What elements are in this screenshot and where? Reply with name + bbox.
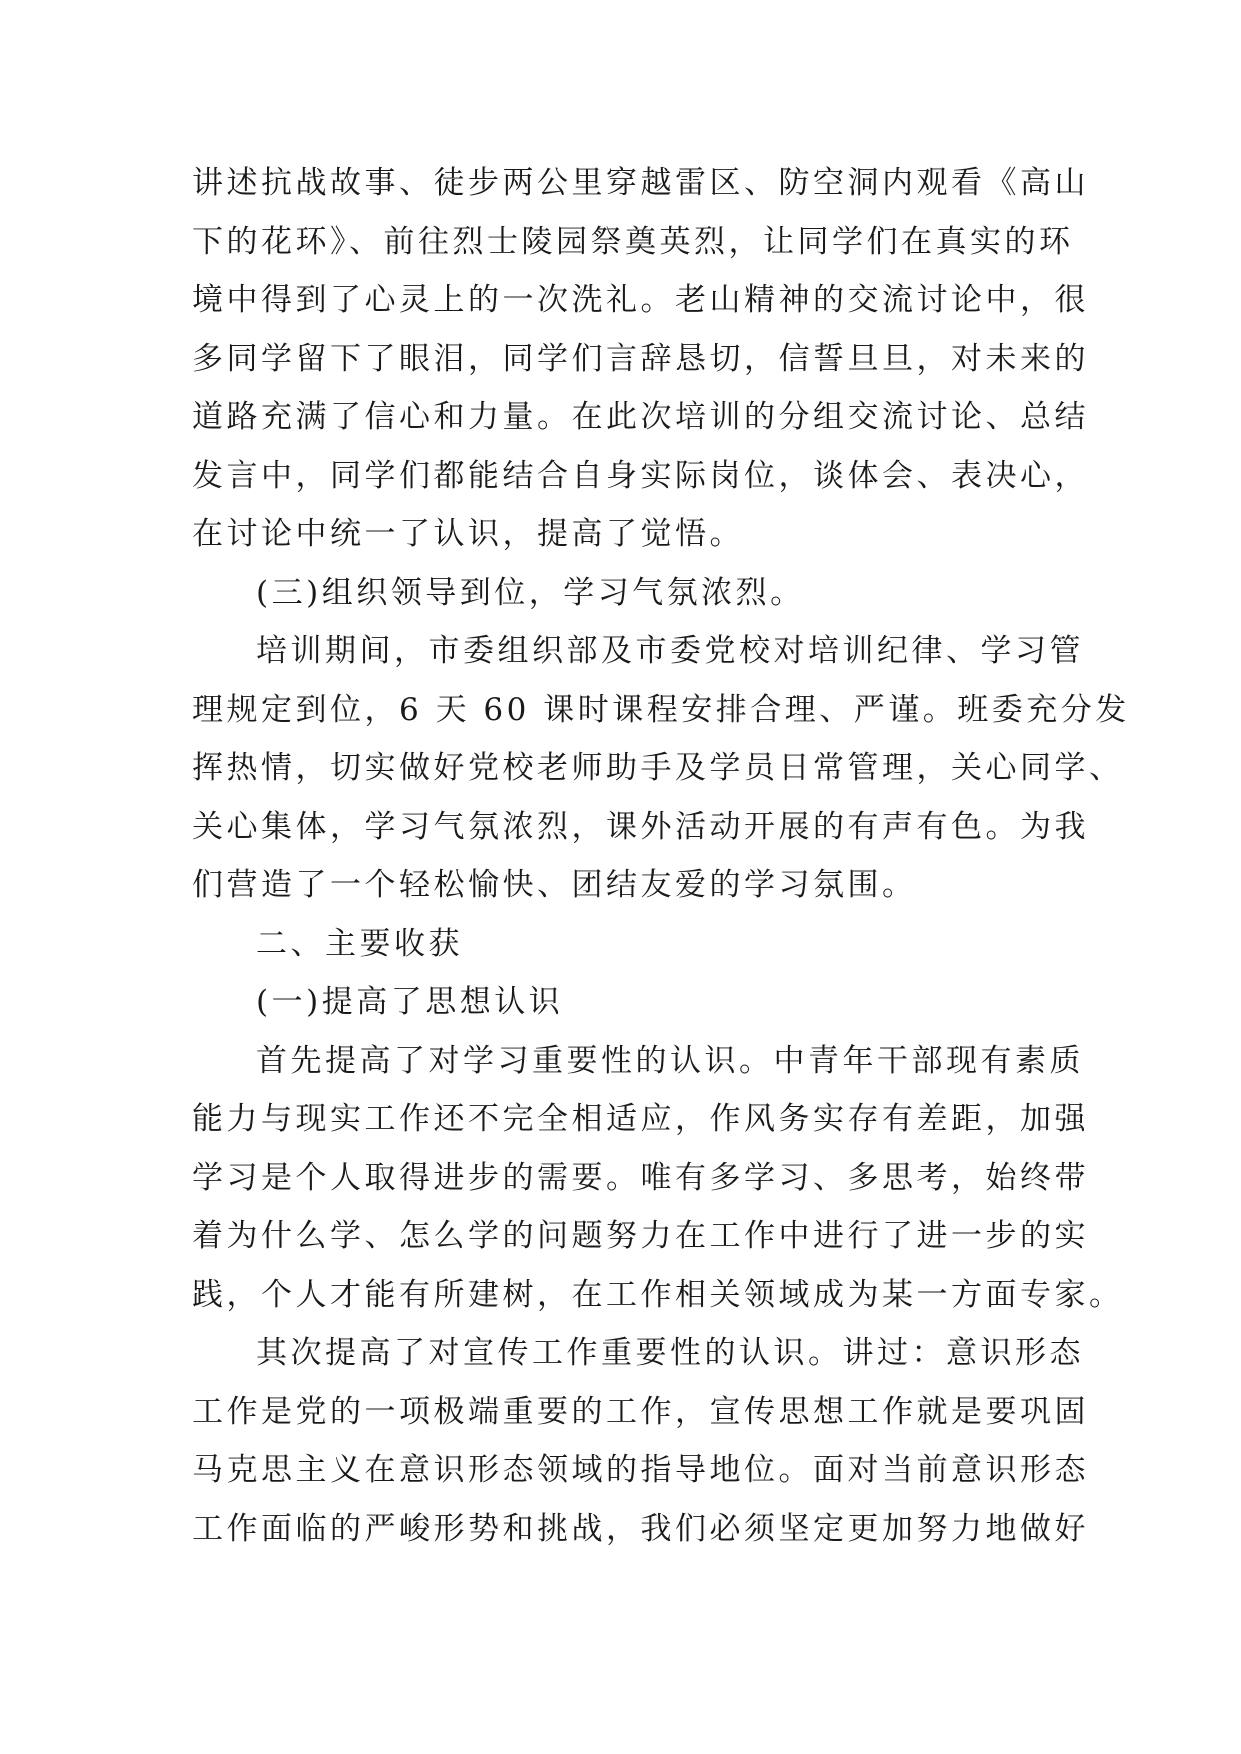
text-line: 马克思主义在意识形态领域的指导地位。面对当前意识形态: [192, 1452, 1089, 1488]
text-line: 工作面临的严峻形势和挑战，我们必须坚定更加努力地做好: [192, 1510, 1089, 1547]
text-line: 能力与现实工作还不完全相适应，作风务实存有差距，加强: [192, 1101, 1089, 1137]
text-line: 道路充满了信心和力量。在此次培训的分组交流讨论、总结: [192, 399, 1089, 435]
text-line: 在讨论中统一了认识，提高了觉悟。: [192, 516, 744, 552]
text-line: 境中得到了心灵上的一次洗礼。老山精神的交流讨论中，很: [192, 282, 1089, 318]
paragraph-first-line: 其次提高了对宣传工作重要性的认识。讲过：意识形态: [256, 1335, 1084, 1371]
text-line: 发言中，同学们都能结合自身实际岗位，谈体会、表决心，: [192, 457, 1089, 494]
text-line: 践，个人才能有所建树，在工作相关领域成为某一方面专家。: [192, 1276, 1124, 1313]
paragraph-first-line: (一)提高了思想认识: [256, 984, 564, 1020]
text-line: 学习是个人取得进步的需要。唯有多学习、多思考，始终带: [192, 1159, 1089, 1196]
paragraph-first-line: (三)组织领导到位，学习气氛浓烈。: [256, 574, 805, 611]
text-line: 多同学留下了眼泪，同学们言辞恳切，信誓旦旦，对未来的: [192, 340, 1089, 377]
paragraph-first-line: 二、主要收获: [256, 925, 463, 962]
document-body: [192, 154, 1130, 1558]
text-line: 们营造了一个轻松愉快、团结友爱的学习氛围。: [192, 867, 917, 903]
text-line: 理规定到位，6 天 60 课时课程安排合理、严谨。班委充分发: [192, 691, 1130, 728]
text-line: 下的花环》、前往烈士陵园祭奠英烈，让同学们在真实的环: [192, 223, 1074, 260]
text-line: 挥热情，切实做好党校老师助手及学员日常管理，关心同学、: [192, 750, 1124, 786]
text-line: 关心集体，学习气氛浓烈，课外活动开展的有声有色。为我: [192, 808, 1089, 845]
text-line: 讲述抗战故事、徒步两公里穿越雷区、防空洞内观看《高山: [192, 165, 1089, 201]
paragraph-first-line: 培训期间，市委组织部及市委党校对培训纪律、学习管: [256, 633, 1084, 669]
text-line: 工作是党的一项极端重要的工作，宣传思想工作就是要巩固: [192, 1393, 1089, 1430]
text-line: 着为什么学、怎么学的问题努力在工作中进行了进一步的实: [192, 1218, 1089, 1254]
paragraph-first-line: 首先提高了对学习重要性的认识。中青年干部现有素质: [256, 1042, 1084, 1079]
